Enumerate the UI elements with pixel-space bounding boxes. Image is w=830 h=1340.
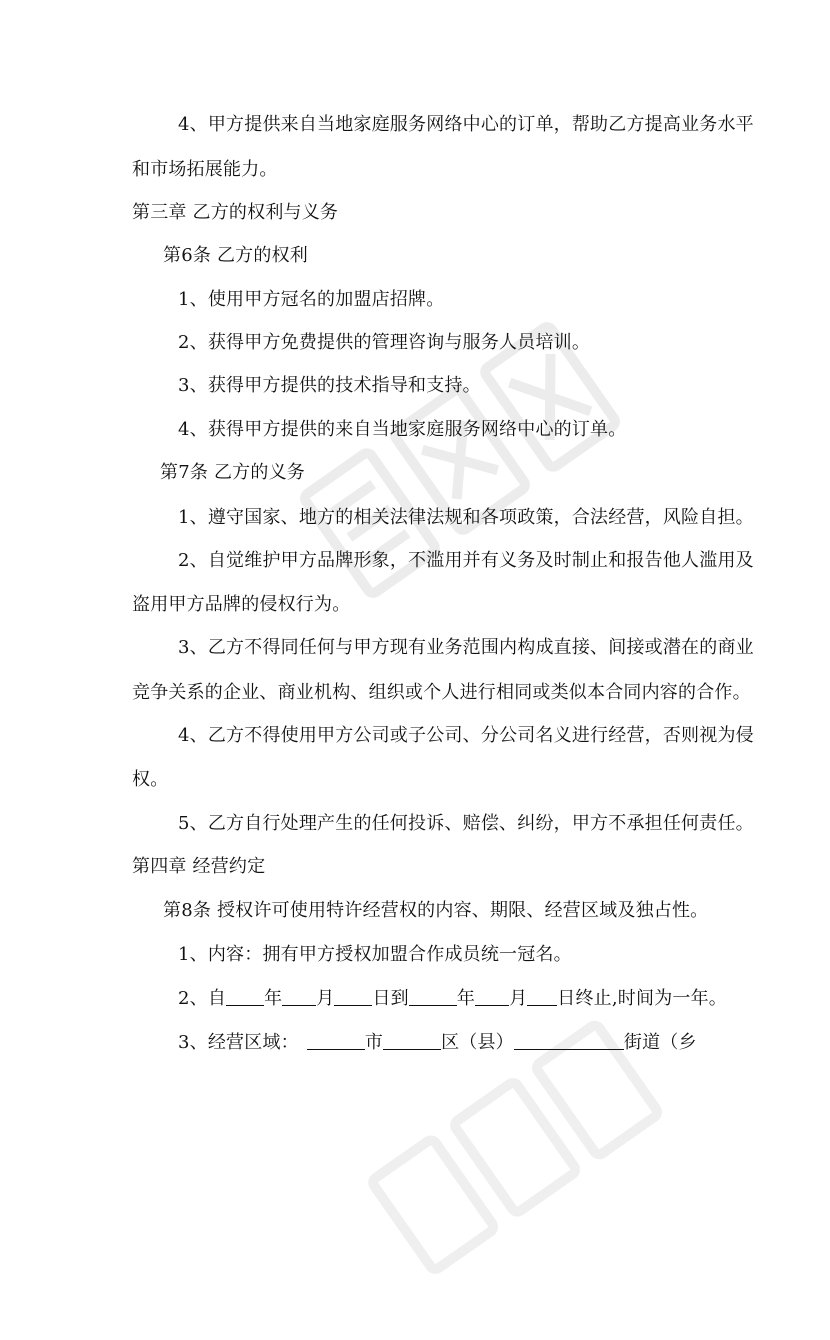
list-item: 4、获得甲方提供的来自当地家庭服务网络中心的订单。 <box>178 419 627 440</box>
term-year-label: 年 <box>456 988 476 1009</box>
term-month-label: 月 <box>316 988 335 1009</box>
blank-field[interactable] <box>527 987 557 1006</box>
blank-field[interactable] <box>334 987 372 1006</box>
list-item: 3、获得甲方提供的技术指导和支持。 <box>178 375 481 396</box>
term-end-label: 日终止,时间为一年。 <box>557 988 728 1009</box>
term-year-label: 年 <box>264 988 283 1009</box>
paragraph-line: 竞争关系的企业、商业机构、组织或个人进行相同或类似本合同内容的合作。 <box>132 682 751 703</box>
area-line <box>178 1030 697 1056</box>
list-item: 5、乙方自行处理产生的任何投诉、赔偿、纠纷，甲方不承担任何责任。 <box>178 813 754 834</box>
blank-field[interactable] <box>307 1031 365 1050</box>
blank-field[interactable] <box>383 1031 441 1050</box>
paragraph-line: 权。 <box>132 769 169 790</box>
blank-field[interactable] <box>226 987 264 1006</box>
blank-field[interactable] <box>282 987 316 1006</box>
chapter-heading: 第三章 乙方的权利与义务 <box>132 202 339 223</box>
list-item: 1、使用甲方冠名的加盟店招牌。 <box>178 289 445 310</box>
paragraph-line: 4、甲方提供来自当地家庭服务网络中心的订单，帮助乙方提高业务水平 <box>178 114 754 135</box>
article-heading: 第8条 授权许可使用特许经营权的内容、期限、经营区域及独占性。 <box>163 900 709 921</box>
term-month-label: 月 <box>509 988 528 1009</box>
list-item: 1、遵守国家、地方的相关法律法规和各项政策，合法经营，风险自担。 <box>178 507 754 528</box>
article-heading: 第6条 乙方的权利 <box>163 245 308 266</box>
term-day-to-label: 日到 <box>372 988 409 1009</box>
watermark-logo <box>330 960 710 1340</box>
list-item: 1、内容：拥有甲方授权加盟合作成员统一冠名。 <box>178 944 572 965</box>
article-heading: 第7条 乙方的义务 <box>160 462 305 483</box>
paragraph-line: 和市场拓展能力。 <box>132 159 278 180</box>
blank-field[interactable] <box>475 987 509 1006</box>
area-street-label: 街道（乡 <box>623 1032 697 1053</box>
term-line <box>178 986 727 1012</box>
chapter-heading: 第四章 经营约定 <box>132 856 266 877</box>
term-prefix: 2、自 <box>178 988 227 1009</box>
area-district-label: 区（县） <box>441 1032 514 1053</box>
area-city-label: 市 <box>364 1032 384 1053</box>
paragraph-line: 盗用甲方品牌的侵权行为。 <box>132 594 351 615</box>
blank-field[interactable] <box>409 987 457 1006</box>
area-prefix: 3、经营区域： <box>178 1032 299 1053</box>
list-item: 2、获得甲方免费提供的管理咨询与服务人员培训。 <box>178 332 591 353</box>
list-item: 4、乙方不得使用甲方公司或子公司、分公司名义进行经营，否则视为侵 <box>178 725 754 746</box>
list-item: 2、自觉维护甲方品牌形象，不滥用并有义务及时制止和报告他人滥用及 <box>178 550 754 571</box>
list-item: 3、乙方不得同任何与甲方现有业务范围内构成直接、间接或潜在的商业 <box>178 637 754 658</box>
blank-field[interactable] <box>514 1031 624 1050</box>
